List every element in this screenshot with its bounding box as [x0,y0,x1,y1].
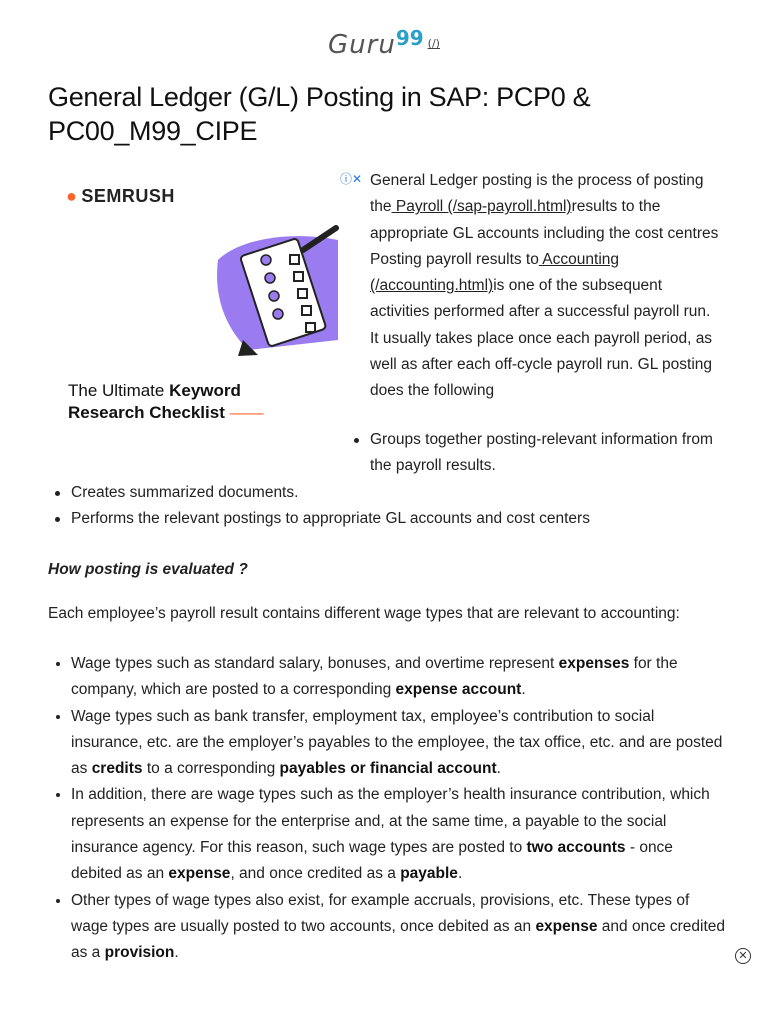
list-item [71,651,728,704]
text: . [496,760,501,778]
text: Wage types such as bank transfer, employment tax, employee’s contribution to social insurance, etc. are the employer’s payables to the employee, the tax office, etc. and are posted as [71,707,723,778]
list-item [71,888,728,967]
text: for the company, which are posted to a corresponding [71,655,678,699]
wage-types-paragraph [48,601,728,627]
keyword: two accounts [526,839,626,857]
text: In addition, there are wage types such as the employer’s health insurance contribution, which represents an expense for the enterprise and, at the same time, a payable to the social insurance agency. For this reason, such wage types are posted to [71,786,710,857]
list-item-text [370,427,728,480]
intro-text-3: is one of the subsequent activities performed after a successful payroll run. It usually takes place once each payroll period, as well as after each off-cycle payroll run. GL posting does the following [370,277,713,400]
page-title: General Ledger (G/L) Posting in SAP: PCP0 & PC00_M99_CIPE [48,82,591,146]
text: . [521,681,526,699]
keyword: expense [168,865,231,883]
keyword: payables or financial account [279,760,497,778]
list-item [71,704,728,783]
text: Wage types such as standard salary, bonuses, and overtime represent [71,655,559,672]
ad-brand-name: SEMRUSH [81,186,175,206]
wage-types-list [48,651,728,967]
home-link[interactable]: (/) [427,37,440,50]
subheading [48,557,728,583]
logo-wordmark: Guru [328,30,396,60]
list-item [48,427,728,480]
paragraph-text: Each employee’s payroll result contains different wage types that are relevant to accounting: [48,605,680,622]
ad-tagline-lead: The Ultimate [68,381,170,400]
keyword: expenses [558,655,630,672]
close-ad-icon[interactable]: ✕ [735,948,751,964]
keyword: expense [535,917,598,935]
advertisement[interactable] [48,168,364,430]
logo-number: 99 [395,26,424,50]
payroll-link[interactable]: Payroll (/sap-payroll.html) [391,198,572,216]
ad-tagline-dash: —— [229,403,264,422]
text: - once debited as an [71,839,673,883]
flame-icon: ● [66,186,78,206]
intro-text-1: General Ledger posting is the process of posting the [370,172,704,216]
text: Other types of wage types also exist, for example accruals, provisions, etc. These types of wage types are usually posted to two accounts, once debited as an [71,891,690,935]
ad-illustration [208,220,348,360]
bullet-icon [354,438,359,443]
ad-tagline-bold-1: Keyword [169,381,241,400]
list-item-text-1: Creates summarized documents. [71,483,299,501]
list-item-text-2: Performs the relevant postings to appropriate GL accounts and cost centers [71,509,590,527]
intro-text-2: results to the appropriate GL accounts including the cost centres Posting payroll results to [370,198,719,268]
text: . [457,865,463,883]
bullet-icon [55,491,60,496]
keyword: provision [104,944,175,962]
list-item [48,480,728,506]
gl-functions-list [48,427,728,532]
keyword: payable [400,865,458,883]
list-item [48,506,728,532]
text: to a corresponding [142,760,280,778]
bullet-icon [55,517,60,522]
ad-tagline [68,380,264,424]
ad-choices-icon[interactable]: ⓘ✕ [339,172,362,186]
subheading-text: How posting is evaluated ? [48,561,248,578]
accounting-link[interactable]: Accounting (/accounting.html) [370,250,620,295]
ad-brand-logo [66,186,175,207]
keyword: expense account [395,681,522,699]
site-logo[interactable] [0,26,768,60]
ad-tagline-bold-2: Research Checklist [68,403,225,422]
keyword: credits [91,760,143,778]
list-item-text-0: Groups together posting-relevant information from the payroll results. [370,431,713,475]
intro-paragraph [370,168,722,405]
text: . [174,944,179,962]
text: and once credited as a [71,917,726,962]
list-item [71,782,728,887]
text: , and once credited as a [230,865,401,883]
